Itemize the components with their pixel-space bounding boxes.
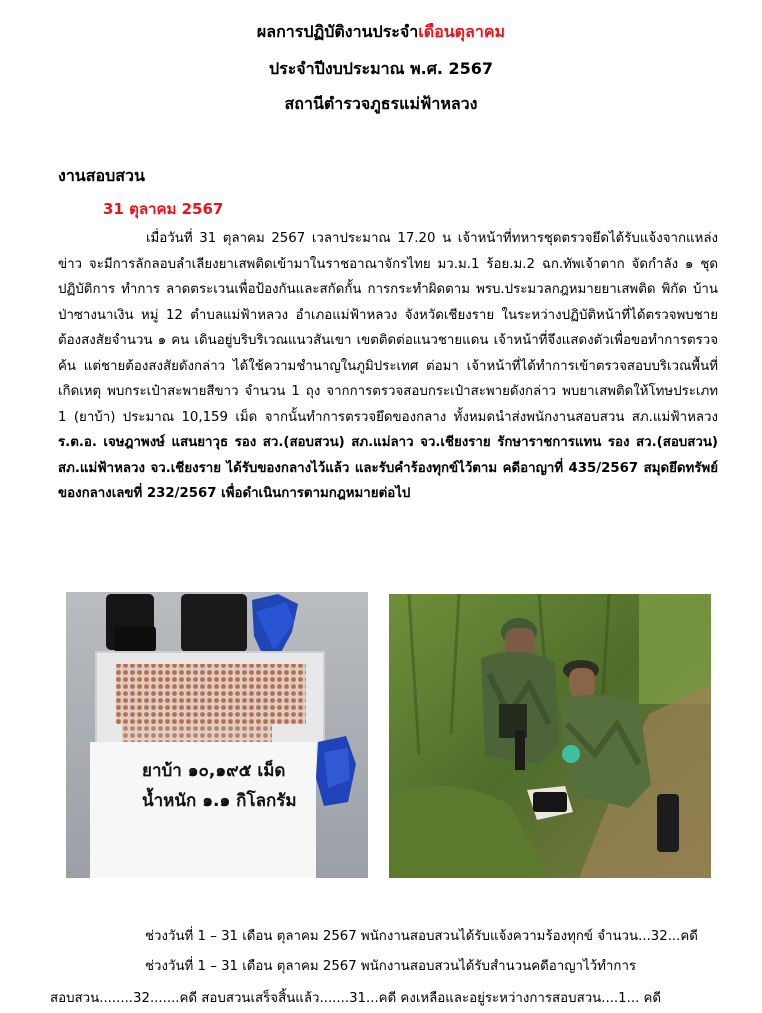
sign-line-1: ยาบ้า ๑๐,๑๙๕ เม็ด [142,761,286,781]
summary-line-1: ช่วงวันที่ 1 – 31 เดือน ตุลาคม 2567 พนักงานสอบสวนได้รับแจ้งความร้องทุกข์ จำนวน...32...คดี [145,929,698,944]
summary-line-2: ช่วงวันที่ 1 – 31 เดือน ตุลาคม 2567 พนักงานสอบสวนได้รับสำนวนคดีอาญาไว้ทำการ [145,959,637,974]
case-date: 31 ตุลาคม 2567 [103,200,224,218]
header-line-3: สถานีตำรวจภูธรแม่ฟ้าหลวง [284,94,478,113]
header-line-2: ประจำปีงบประมาณ พ.ศ. 2567 [268,59,494,78]
header-prefix: ผลการปฏิบัติงานประจำ [256,22,419,41]
header-month: เดือนตุลาคม [418,22,506,41]
case-report-bold: ร.ต.อ. เจษฎาพงษ์ แสนยาวุธ รอง สว.(สอบสวน) สภ.แม่ลาว จว.เชียงราย รักษาราชการแทน รอง สว.(สอบสวน) สภ.แม่ฟ้าหลวง จว.เชียงราย ได้รับของกลางไว้แล้ว และรับคำร้องทุกข์ไว้ตาม คดีอาญาที่ 435/2567 สมุดยึดทรัพย์ของกลางเลขที่ 232/2567 เพื่อดำเนินการตามกฎหมายต่อไป [58,435,718,501]
case-report-paragraph [58,226,718,507]
summary-line-3: สอบสวน........32.......คดี สอบสวนเสร็จสิ้นแล้ว.......31...คดี คงเหลือและอยู่ระหว่างการสอบสวน....1... คดี [50,991,662,1006]
seized-drugs-image [66,592,368,878]
section-title: งานสอบสวน [58,166,145,185]
seized-drugs-photo [66,592,368,878]
header-line-1 [0,20,762,45]
field-inspection-image [389,594,711,878]
field-inspection-photo [389,594,711,878]
sign-line-2: น้ำหนัก ๑.๑ กิโลกรัม [142,791,297,811]
case-report-normal: เมื่อวันที่ 31 ตุลาคม 2567 เวลาประมาณ 17.20 น เจ้าหน้าที่ทหารชุดตรวจยึดได้รับแจ้งจากแหล่งข่าว จะมีการลักลอบลำเลียงยาเสพติดเข้ามาในราชอาณาจักรไทย มว.ม.1 ร้อย.ม.2 ฉก.ทัพเจ้าตาก จัดกำลัง ๑ ชุดปฏิบัติการ ทำการ ลาดตระเวนเพื่อป้องกันและสกัดกั้น การกระทำผิดตาม พรบ.ประมวลกฎหมายยาเสพติด พิกัด บ้านป่าซางนาเงิน หมู่ 12 ตำบลแม่ฟ้าหลวง อำเภอแม่ฟ้าหลวง จังหวัดเชียงราย ในระหว่างปฏิบัติหน้าที่ได้ตรวจพบชายต้องสงสัยจำนวน ๑ คน เดินอยู่บริบริเวณแนวสันเขา เขตติดต่อแนวชายแดน เจ้าหน้าที่จึงแสดงตัวเพื่อขอทำการตรวจค้น แต่ชายต้องสงสัยดังกล่าว ได้ใช้ความชำนาญในภูมิประเทศ ต่อมา เจ้าหน้าที่ได้ทำการเข้าตรวจสอบบริเวณพื้นที่เกิดเหตุ พบกระเป๋าสะพายสีขาว จำนวน 1 ถุง จากการตรวจสอบกระเป๋าสะพายดังกล่าว พบยาเสพติดให้โทษประเภท 1 (ยาบ้า) ประมาณ 10,159 เม็ด จากนั้นทำการตรวจยึดของกลาง ทั้งหมดนำส่งพนักงานสอบสวน สภ.แม่ฟ้าหลวง [58,231,718,425]
